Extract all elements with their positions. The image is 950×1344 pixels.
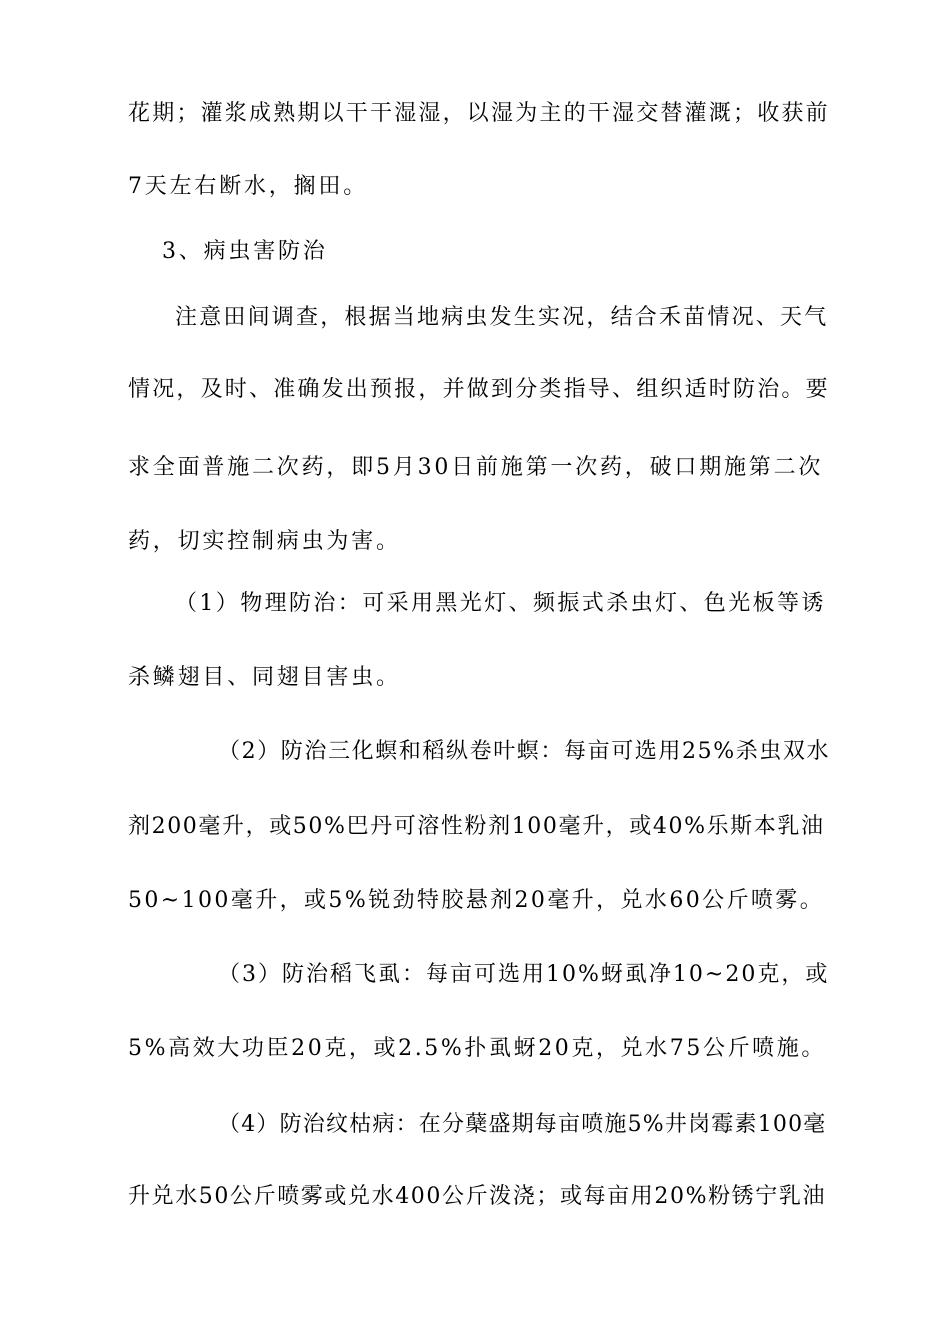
text-line-14: 5%高效大功臣20克，或2.5%扑虱蚜20克，兑水75公斤喷施。: [128, 1036, 826, 1061]
text-line-6: 求全面普施二次药，即5月30日前施第一次药，破口期施第二次: [128, 455, 824, 480]
text-line-15: （4）防治纹枯病：在分蘖盛期每亩喷施5%井岗霉素100毫: [218, 1112, 827, 1137]
text-line-7: 药，切实控制病虫为害。: [128, 529, 401, 554]
text-line-10: （2）防治三化螟和稻纵卷叶螟：每亩可选用25%杀虫双水: [218, 739, 831, 764]
text-line-4: 注意田间调查，根据当地病虫发生实况，结合禾苗情况、天气: [175, 305, 829, 330]
text-line-1: 花期；灌浆成熟期以干干湿湿，以湿为主的干湿交替灌溉；收获前: [128, 101, 830, 126]
text-line-8: （1）物理防治：可采用黑光灯、频振式杀虫灯、色光板等诱: [175, 591, 826, 616]
text-line-5: 情况，及时、准确发出预报，并做到分类指导、组织适时防治。要: [128, 377, 830, 402]
section-heading: 3、病虫害防治: [162, 239, 328, 264]
text-line-2: 7天左右断水，搁田。: [128, 174, 368, 199]
text-line-13: （3）防治稻飞虱：每亩可选用10%蚜虱净10~20克，或: [218, 962, 830, 987]
text-line-12: 50~100毫升，或5%锐劲特胶悬剂20毫升，兑水60公斤喷雾。: [128, 888, 825, 913]
text-line-16: 升兑水50公斤喷雾或兑水400公斤泼浇；或每亩用20%粉锈宁乳油: [128, 1184, 827, 1209]
text-line-9: 杀鳞翅目、同翅目害虫。: [128, 665, 401, 690]
text-line-11: 剂200毫升，或50%巴丹可溶性粉剂100毫升，或40%乐斯本乳油: [128, 814, 825, 839]
